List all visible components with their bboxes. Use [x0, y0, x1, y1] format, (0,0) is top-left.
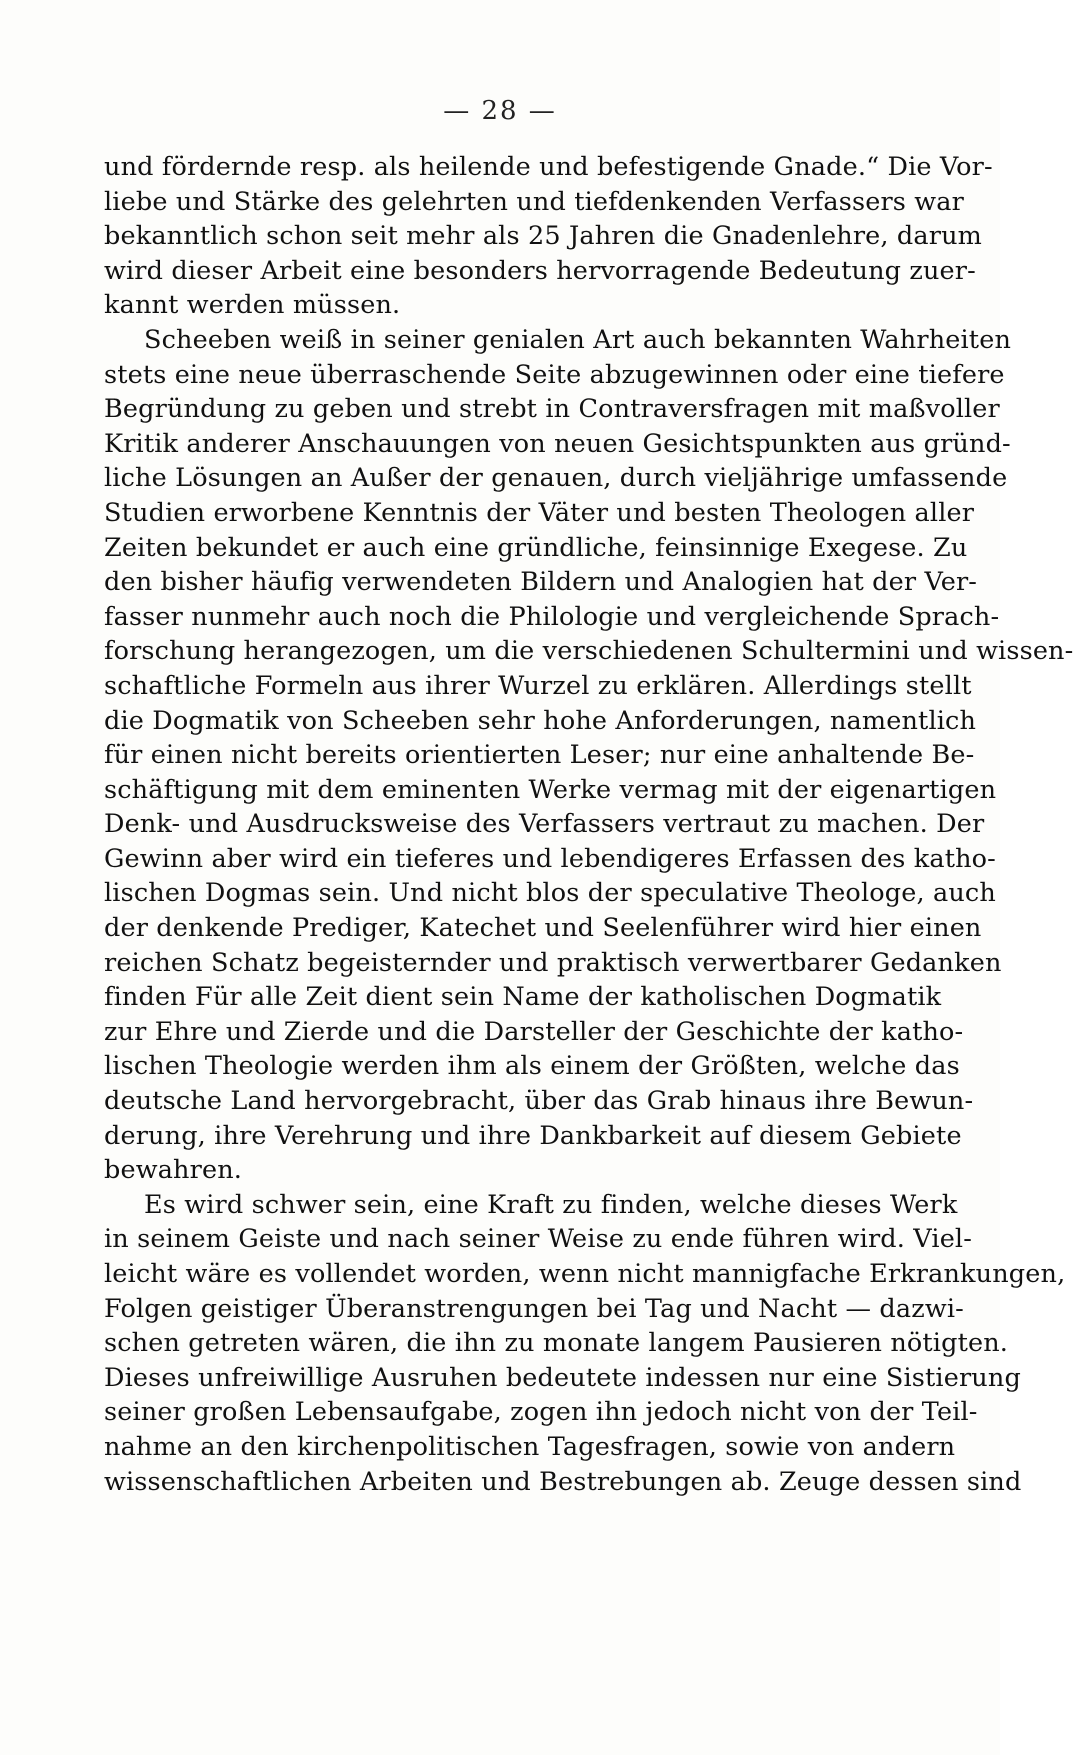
text-line: schäftigung mit dem eminenten Werke vermag mit der eigenartigen: [104, 774, 997, 805]
text-line: den bisher häufig verwendeten Bildern und Analogien hat der Ver-: [104, 567, 978, 598]
text-line: finden Für alle Zeit dient sein Name der katholischen Dogmatik: [104, 982, 942, 1013]
text-line: der denkende Prediger, Katechet und Seelenführer wird hier einen: [104, 913, 982, 944]
text-line: Begründung zu geben und strebt in Contraversfragen mit maßvoller: [104, 394, 1000, 425]
text-line: schaftliche Formeln aus ihrer Wurzel zu erklären. Allerdings stellt: [104, 670, 972, 701]
text-line: Studien erworbene Kenntnis der Väter und besten Theologen aller: [104, 497, 975, 528]
text-line: bewahren.: [104, 1155, 243, 1186]
page-number: — 28 —: [443, 96, 557, 126]
text-line: Dieses unfreiwillige Ausruhen bedeutete indessen nur eine Sistierung: [104, 1362, 1021, 1393]
text-line: Gewinn aber wird ein tieferes und lebendigeres Erfassen des katho-: [104, 843, 996, 874]
paragraph-3: [104, 1188, 1066, 1499]
text-line: leicht wäre es vollendet worden, wenn nicht mannigfache Erkrankungen,: [104, 1259, 1066, 1289]
text-line: stets eine neue überraschende Seite abzugewinnen oder eine tiefere: [104, 359, 1005, 390]
text-line: nahme an den kirchenpolitischen Tagesfragen, sowie von andern: [104, 1431, 956, 1462]
text-line: zur Ehre und Zierde und die Darsteller der Geschichte der katho-: [104, 1016, 964, 1047]
text-line: in seinem Geiste und nach seiner Weise zu ende führen wird. Viel-: [104, 1224, 973, 1255]
paragraph-1: [104, 150, 993, 323]
text-line: fasser nunmehr auch noch die Philologie und vergleichende Sprach-: [104, 601, 1000, 632]
text-line: liche Lösungen an Außer der genauen, durch vieljährige umfassende: [104, 463, 1008, 494]
text-line: reichen Schatz begeisternder und praktisch verwertbarer Gedanken: [104, 947, 1002, 978]
text-line: für einen nicht bereits orientierten Leser; nur eine anhaltende Be-: [104, 740, 975, 771]
text-line: schen getreten wären, die ihn zu monate langem Pausieren nötigten.: [104, 1328, 1009, 1359]
body-text: [104, 150, 1073, 1499]
text-line: bekanntlich schon seit mehr als 25 Jahren die Gnadenlehre, darum: [104, 221, 982, 252]
text-line: und fördernde resp. als heilende und befestigende Gnade.“ Die Vor-: [104, 152, 993, 182]
text-line: wird dieser Arbeit eine besonders hervorragende Bedeutung zuer-: [104, 255, 976, 286]
text-line: Es wird schwer sein, eine Kraft zu finden, welche dieses Werk: [144, 1189, 958, 1220]
text-line: lischen Dogmas sein. Und nicht blos der speculative Theologe, auch: [104, 878, 996, 909]
text-line: die Dogmatik von Scheeben sehr hohe Anforderungen, namentlich: [104, 705, 977, 736]
text-line: Kritik anderer Anschauungen von neuen Gesichtspunkten aus gründ-: [104, 428, 1011, 459]
text-line: forschung herangezogen, um die verschiedenen Schultermini und wissen-: [104, 636, 1073, 667]
text-line: lischen Theologie werden ihm als einem der Größten, welche das: [104, 1051, 960, 1082]
text-line: kannt werden müssen.: [104, 290, 401, 321]
text-line: Denk- und Ausdrucksweise des Verfassers vertraut zu machen. Der: [104, 809, 985, 840]
paragraph-2: [104, 323, 1073, 1188]
text-line: seiner großen Lebensaufgabe, zogen ihn jedoch nicht von der Teil-: [104, 1397, 978, 1428]
text-line: Zeiten bekundet er auch eine gründliche, feinsinnige Exegese. Zu: [104, 532, 968, 563]
text-line: deutsche Land hervorgebracht, über das Grab hinaus ihre Bewun-: [104, 1086, 974, 1117]
text-line: Scheeben weiß in seiner genialen Art auch bekannten Wahrheiten: [144, 324, 1012, 355]
text-line: derung, ihre Verehrung und ihre Dankbarkeit auf diesem Gebiete: [104, 1120, 962, 1151]
text-line: liebe und Stärke des gelehrten und tiefdenkenden Verfassers war: [104, 186, 964, 217]
text-line: wissenschaftlichen Arbeiten und Bestrebungen ab. Zeuge dessen sind: [104, 1466, 1022, 1497]
text-line: Folgen geistiger Überanstrengungen bei Tag und Nacht — dazwi-: [104, 1293, 964, 1324]
